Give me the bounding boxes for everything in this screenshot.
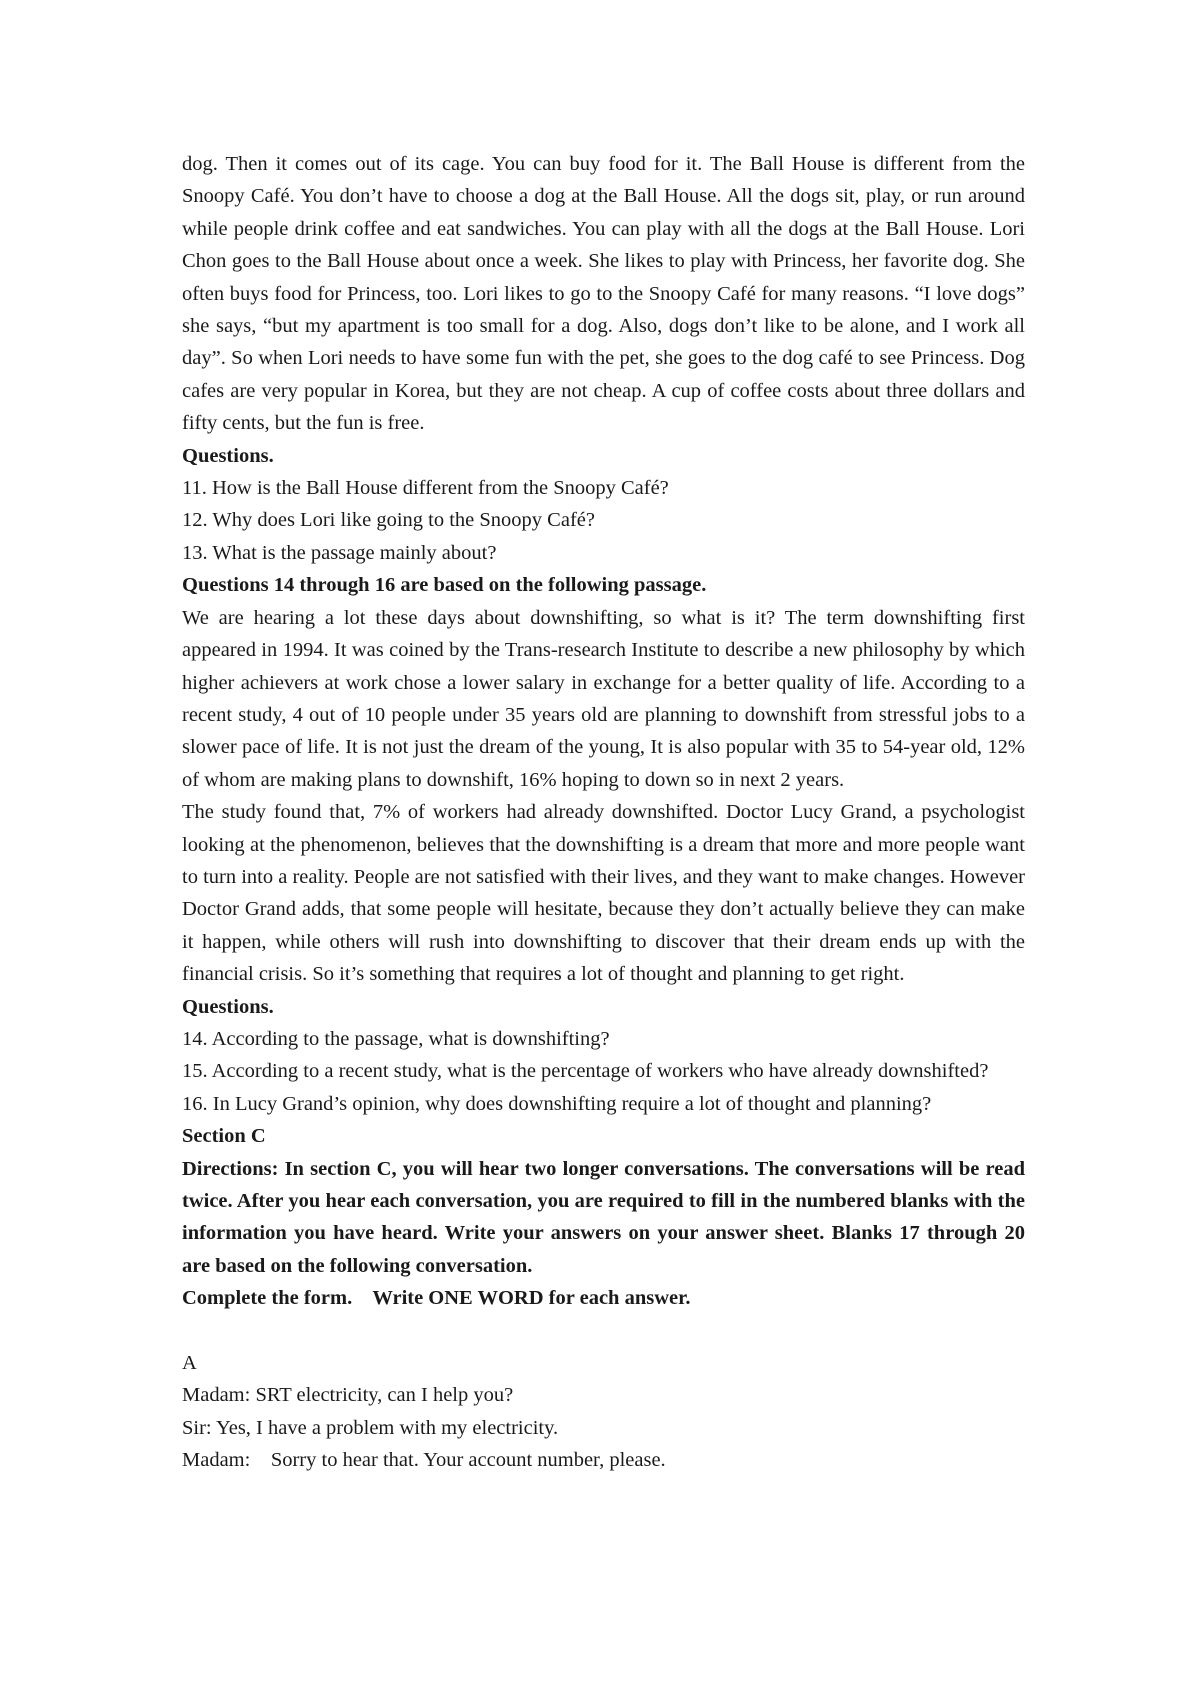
questions-heading-2: Questions.: [182, 995, 274, 1018]
question-13: 13. What is the passage mainly about?: [182, 541, 497, 564]
questions-heading-1: Questions.: [182, 444, 274, 467]
passage-2-paragraph-1: We are hearing a lot these days about downshifting, so what is it? The term downshifting first appeared in 1994. It was coined by the Trans-research Institute to describe a new philosophy by which higher achievers at work chose a lower salary in exchange for a better quality of life. According to a recent study, 4 out of 10 people under 35 years old are planning to downshift from stressful jobs to a slower pace of life. It is not just the dream of the young, It is also popular with 35 to 54-year old, 12% of whom are making plans to downshift, 16% hoping to down so in next 2 years.: [182, 606, 1025, 791]
dialogue-line-3: Madam: Sorry to hear that. Your account number, please.: [182, 1449, 666, 1472]
question-14: 14. According to the passage, what is downshifting?: [182, 1027, 610, 1050]
blank-line: [182, 1315, 1025, 1347]
dialogue-line-1: Madam: SRT electricity, can I help you?: [182, 1384, 514, 1407]
passage-2-paragraph-2: The study found that, 7% of workers had already downshifted. Doctor Lucy Grand, a psychologist looking at the phenomenon, believes that the downshifting is a dream that more and more people want to turn into a reality. People are not satisfied with their lives, and they want to make changes. However Doctor Grand adds, that some people will hesitate, because they don’t actually believe they can make it happen, while others will rush into downshifting to discover that their dream ends up with the financial crisis. So it’s something that requires a lot of thought and planning to get right.: [182, 801, 1025, 986]
dialogue-label: A: [182, 1352, 197, 1375]
dialogue-line-2: Sir: Yes, I have a problem with my electricity.: [182, 1416, 559, 1439]
section-c-instruction: Complete the form. Write ONE WORD for each answer.: [182, 1287, 691, 1310]
question-11: 11. How is the Ball House different from the Snoopy Café?: [182, 477, 669, 500]
question-15: 15. According to a recent study, what is the percentage of workers who have already downshifted?: [182, 1060, 989, 1083]
section-c-directions: Directions: In section C, you will hear two longer conversations. The conversations will be read twice. After you hear each conversation, you are required to fill in the numbered blanks with the information you have heard. Write your answers on your answer sheet. Blanks 17 through 20 are based on the following conversation.: [182, 1157, 1025, 1277]
passage-b-paragraph: dog. Then it comes out of its cage. You can buy food for it. The Ball House is different from the Snoopy Café. You don’t have to choose a dog at the Ball House. All the dogs sit, play, or run around while people drink coffee and eat sandwiches. You can play with all the dogs at the Ball House. Lori Chon goes to the Ball House about once a week. She likes to play with Princess, her favorite dog. She often buys food for Princess, too. Lori likes to go to the Snoopy Café for many reasons. “I love dogs” she says, “but my apartment is too small for a dog. Also, dogs don’t like to be alone, and I work all day”. So when Lori needs to have some fun with the pet, she goes to the dog café to see Princess. Dog cafes are very popular in Korea, but they are not cheap. A cup of coffee costs about three dollars and fifty cents, but the fun is free.: [182, 153, 1025, 435]
question-12: 12. Why does Lori like going to the Snoopy Café?: [182, 509, 595, 532]
question-16: 16. In Lucy Grand’s opinion, why does downshifting require a lot of thought and planning?: [182, 1092, 932, 1115]
document-page: [182, 148, 1025, 1477]
section-c-title: Section C: [182, 1125, 266, 1148]
passage-2-heading: Questions 14 through 16 are based on the following passage.: [182, 574, 707, 597]
